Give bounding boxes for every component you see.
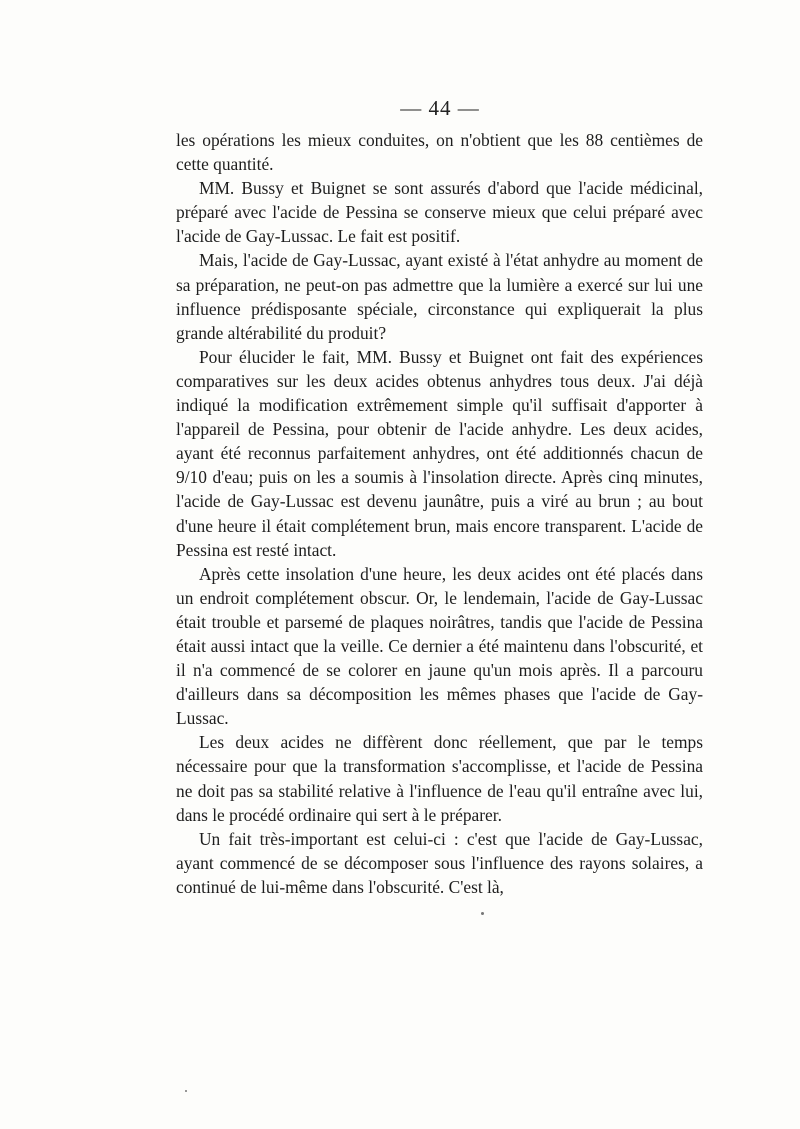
paper-speck [481,912,484,915]
body-text [176,128,703,899]
paragraph-7: Un fait très-important est celui-ci : c'est que l'acide de Gay-Lussac, ayant commencé de se décomposer sous l'influence des rayons solaires, a continué de lui-même dans l'obscurité. C'est là, [176,828,703,897]
paragraph-3: Mais, l'acide de Gay-Lussac, ayant existé à l'état anhydre au moment de sa préparation, ne peut-on pas admettre que la lumière a exercé sur lui une influence prédisposante spéciale, circonstance qui expliquerait la plus grande altérabilité du produit? [176,250,703,343]
paper-speck [185,1090,187,1092]
paragraph-4: Pour élucider le fait, MM. Bussy et Buignet ont fait des expériences comparatives sur les deux acides obtenus anhydres tous deux. J'ai déjà indiqué la modification extrêmement simple qu'il suffisait d'apporter à l'appareil de Pessina, pour obtenir de l'acide anhydre. Les deux acides, ayant été reconnus parfaitement anhydres, ont été additionnés chacun de 9/10 d'eau; puis on les a soumis à l'insolation directe. Après cinq minutes, l'acide de Gay-Lussac est devenu jaunâtre, puis a viré au brun ; au bout d'une heure il était complétement brun, mais encore transparent. L'acide de Pessina est resté intact. [176,346,703,560]
paragraph-1: les opérations les mieux conduites, on n'obtient que les 88 centièmes de cette quantité. [176,130,703,175]
paragraph-6: Les deux acides ne diffèrent donc réellement, que par le temps nécessaire pour que la transformation s'accomplisse, et l'acide de Pessina ne doit pas sa stabilité relative à l'influence de l'eau qu'il entraîne avec lui, dans le procédé ordinaire qui sert à le préparer. [176,732,703,825]
page-number: — 44 — [400,96,480,120]
paragraph-2: MM. Bussy et Buignet se sont assurés d'abord que l'acide médicinal, préparé avec l'acide de Pessina se conserve mieux que celui préparé avec l'acide de Gay-Lussac. Le fait est positif. [176,178,703,247]
paragraph-5: Après cette insolation d'une heure, les deux acides ont été placés dans un endroit complétement obscur. Or, le lendemain, l'acide de Gay-Lussac était trouble et parsemé de plaques noirâtres, tandis que l'acide de Pessina était aussi intact que la veille. Ce dernier a été maintenu dans l'obscurité, et il n'a commencé de se colorer en jaune qu'un mois après. Il a parcouru d'ailleurs dans sa décomposition les mêmes phases que l'acide de Gay-Lussac. [176,563,703,729]
